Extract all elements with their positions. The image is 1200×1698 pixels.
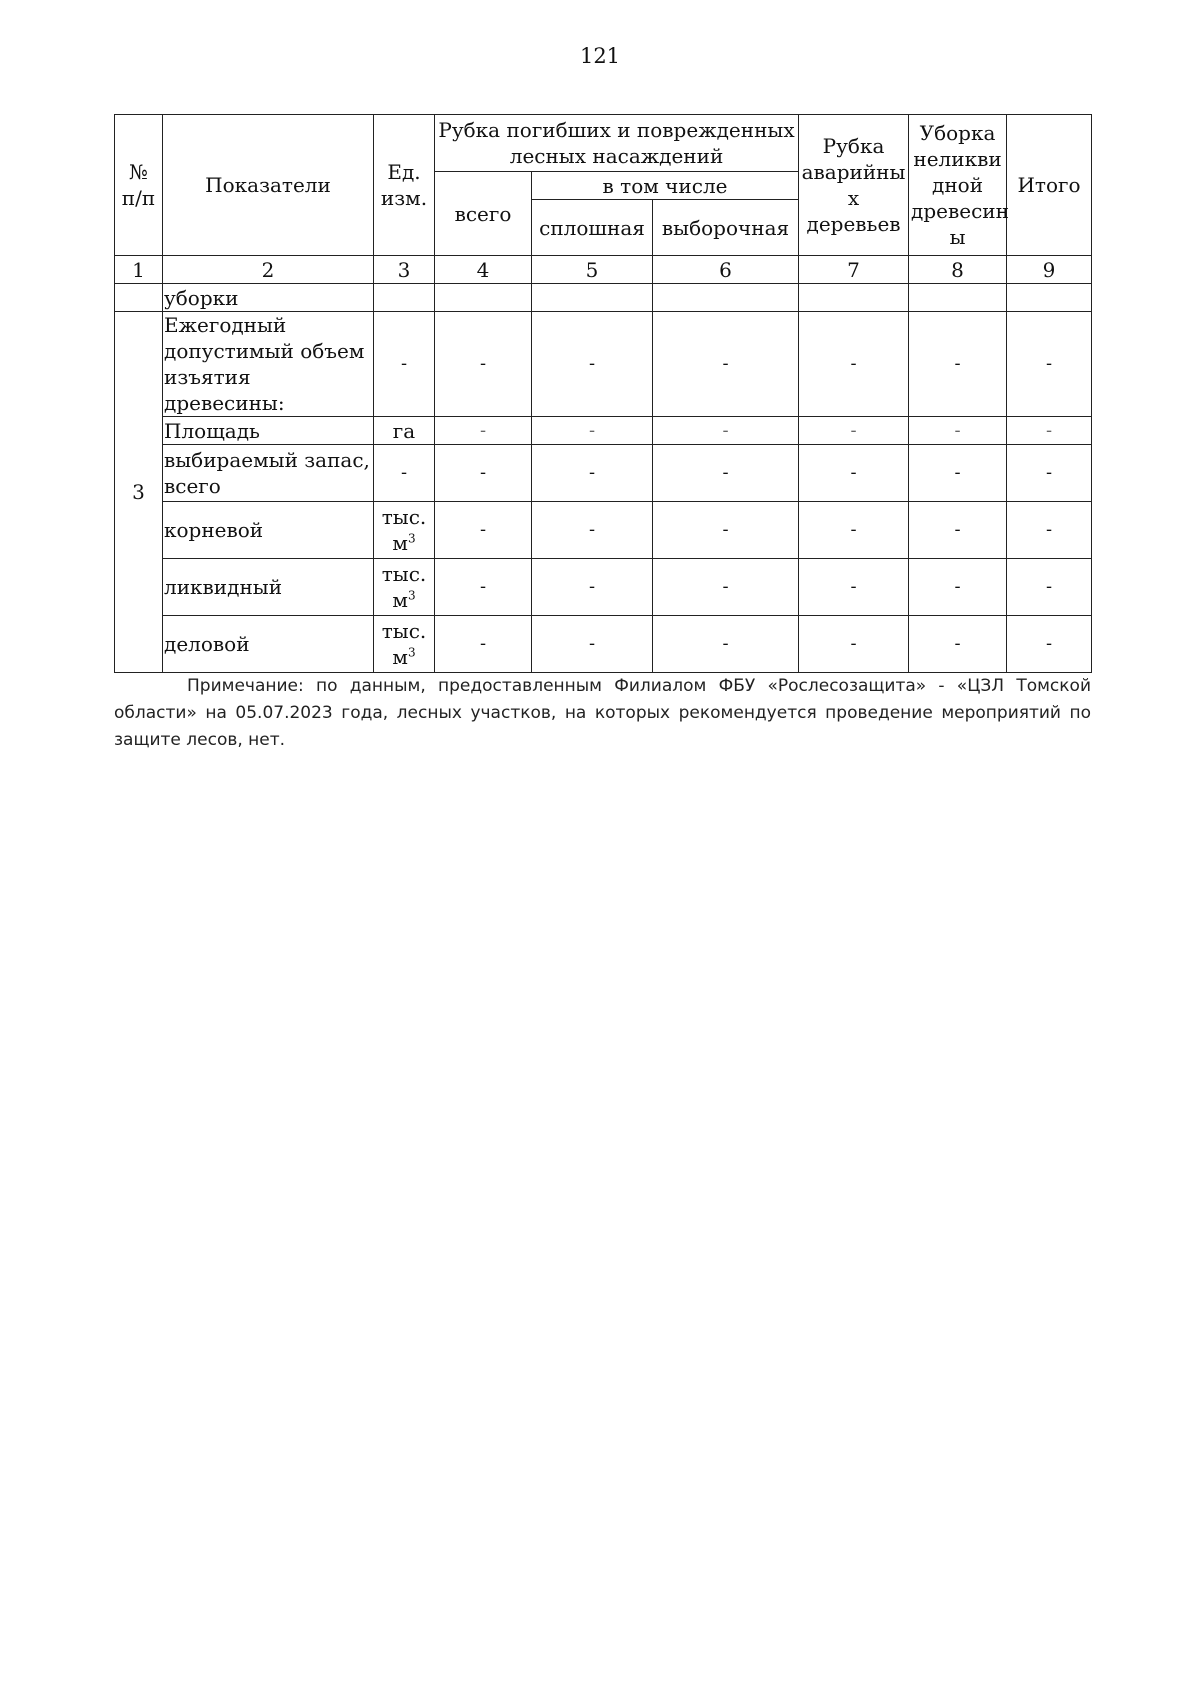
value-cell: -: [435, 616, 532, 673]
value-cell: -: [435, 445, 532, 502]
table-row: [115, 417, 1092, 445]
value-cell: -: [1007, 559, 1092, 616]
value-cell: -: [799, 417, 909, 445]
column-number: 7: [799, 256, 909, 284]
column-number: 1: [115, 256, 163, 284]
header-clear: сплошная: [532, 200, 653, 256]
row-unit: [374, 559, 435, 616]
value-cell: -: [799, 559, 909, 616]
table-row: [115, 502, 1092, 559]
row-unit: [374, 616, 435, 673]
page-number: 121: [579, 44, 621, 68]
value-cell: -: [799, 616, 909, 673]
value-cell: -: [532, 616, 653, 673]
header-unit: Ед. изм.: [374, 115, 435, 256]
column-number-row: [115, 256, 1092, 284]
value-cell: -: [909, 417, 1007, 445]
value-cell: -: [1007, 445, 1092, 502]
column-number: 8: [909, 256, 1007, 284]
row-label: ликвидный: [163, 559, 374, 616]
header-indicators: Показатели: [163, 115, 374, 256]
value-cell: -: [799, 312, 909, 417]
value-cell: -: [909, 312, 1007, 417]
value-cell: -: [909, 445, 1007, 502]
column-number: 2: [163, 256, 374, 284]
header-grand-total: Итого: [1007, 115, 1092, 256]
value-cell: -: [653, 559, 799, 616]
column-number: 5: [532, 256, 653, 284]
empty-cell: [115, 284, 163, 312]
header-emergency-felling: Рубка аварийны х деревьев: [799, 115, 909, 256]
value-cell: -: [532, 502, 653, 559]
header-total-sub: всего: [435, 172, 532, 256]
unit-text: тыс. м: [381, 505, 427, 555]
value-cell: -: [799, 502, 909, 559]
empty-cell: [374, 284, 435, 312]
table-row: [115, 312, 1092, 417]
value-cell: -: [653, 445, 799, 502]
unit-superscript: 3: [407, 588, 416, 603]
unit-superscript: 3: [407, 531, 416, 546]
value-cell: -: [532, 559, 653, 616]
empty-cell: [1007, 284, 1092, 312]
empty-cell: [435, 284, 532, 312]
row-label: выбираемый запас, всего: [163, 445, 374, 502]
empty-cell: [799, 284, 909, 312]
value-cell: -: [1007, 502, 1092, 559]
header-felling-group: Рубка погибших и поврежденных лесных насаждений: [435, 115, 799, 172]
header-selective: выборочная: [653, 200, 799, 256]
value-cell: -: [1007, 312, 1092, 417]
unit-text: тыс. м: [381, 619, 427, 669]
value-cell: -: [435, 502, 532, 559]
value-cell: -: [653, 616, 799, 673]
row-unit: га: [374, 417, 435, 445]
column-number: 3: [374, 256, 435, 284]
value-cell: -: [532, 445, 653, 502]
value-cell: -: [653, 417, 799, 445]
header-illiquid-cleanup: Уборка неликви дной древесин ы: [909, 115, 1007, 256]
empty-cell: [653, 284, 799, 312]
value-cell: -: [1007, 616, 1092, 673]
value-cell: -: [435, 559, 532, 616]
value-cell: -: [435, 312, 532, 417]
row-unit: -: [374, 312, 435, 417]
unit-text: тыс. м: [381, 562, 427, 612]
felling-indicators-table: [114, 114, 1092, 673]
value-cell: -: [909, 502, 1007, 559]
row-label: деловой: [163, 616, 374, 673]
value-cell: -: [909, 559, 1007, 616]
column-number: 4: [435, 256, 532, 284]
row-unit: [374, 502, 435, 559]
value-cell: -: [799, 445, 909, 502]
header-including: в том числе: [532, 172, 799, 200]
empty-cell: [532, 284, 653, 312]
value-cell: -: [532, 312, 653, 417]
unit-superscript: 3: [407, 645, 416, 660]
column-number: 6: [653, 256, 799, 284]
row-label: корневой: [163, 502, 374, 559]
value-cell: -: [532, 417, 653, 445]
table-row: [115, 559, 1092, 616]
row-label: уборки: [163, 284, 374, 312]
group-number: 3: [115, 312, 163, 673]
row-unit: -: [374, 445, 435, 502]
row-label: Ежегодный допустимый объем изъятия древесины:: [163, 312, 374, 417]
header-num: № п/п: [115, 115, 163, 256]
value-cell: -: [653, 312, 799, 417]
table-note: Примечание: по данным, предоставленным Филиалом ФБУ «Рослесозащита» - «ЦЗЛ Томской области» на 05.07.2023 года, лесных участков, на которых рекомендуется проведение мероприятий по защите лесов, нет.: [114, 676, 1091, 750]
table-row: [115, 616, 1092, 673]
continuation-row: [115, 284, 1092, 312]
table-row: [115, 445, 1092, 502]
empty-cell: [909, 284, 1007, 312]
value-cell: -: [653, 502, 799, 559]
value-cell: -: [435, 417, 532, 445]
value-cell: -: [909, 616, 1007, 673]
value-cell: -: [1007, 417, 1092, 445]
column-number: 9: [1007, 256, 1092, 284]
row-label: Площадь: [163, 417, 374, 445]
